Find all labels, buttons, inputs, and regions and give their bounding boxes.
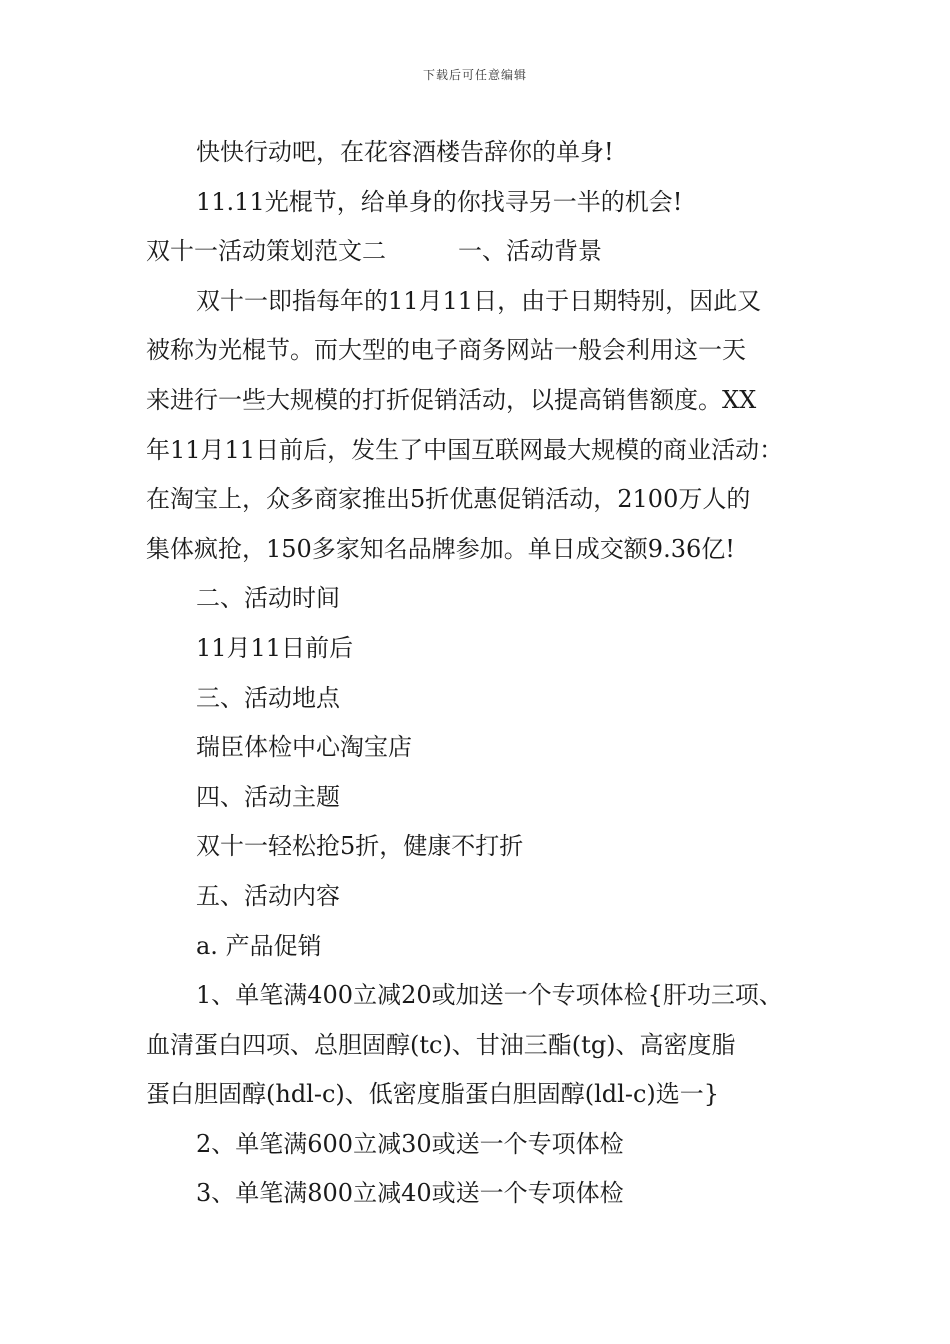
section-heading-time: 二、活动时间 bbox=[196, 584, 340, 613]
list-item: 1、单笔满400立减20或加送一个专项体检{肝功三项、 bbox=[196, 981, 783, 1010]
paragraph-line: 在淘宝上，众多商家推出5折优惠促销活动，2100万人的 bbox=[146, 485, 751, 514]
section-heading-theme: 四、活动主题 bbox=[196, 782, 340, 811]
paragraph-line: 11月11日前后 bbox=[196, 633, 354, 662]
paragraph-line: 集体疯抢，150多家知名品牌参加。单日成交额9.36亿! bbox=[146, 534, 735, 563]
section-heading-location: 三、活动地点 bbox=[196, 683, 340, 712]
list-item-continuation: 血清蛋白四项、总胆固醇(tc)、甘油三酯(tg)、高密度脂 bbox=[146, 1030, 736, 1059]
section-heading-line bbox=[146, 227, 836, 277]
section-heading-background: 一、活动背景 bbox=[458, 237, 602, 266]
list-item-continuation: 蛋白胆固醇(hdl-c)、低密度脂蛋白胆固醇(ldl-c)选一} bbox=[146, 1080, 720, 1109]
paragraph-line: 双十一即指每年的11月11日，由于日期特别，因此又 bbox=[196, 286, 762, 315]
page-header-note: 下载后可任意编辑 bbox=[422, 68, 527, 82]
list-item: 3、单笔满800立减40或送一个专项体检 bbox=[196, 1179, 624, 1208]
paragraph-line: 被称为光棍节。而大型的电子商务网站一般会利用这一天 bbox=[146, 336, 746, 365]
paragraph-line: 双十一轻松抢5折，健康不打折 bbox=[196, 832, 524, 861]
section-heading-content: 五、活动内容 bbox=[196, 881, 340, 910]
paragraph-line: 年11月11日前后，发生了中国互联网最大规模的商业活动： bbox=[146, 435, 784, 464]
paragraph-line: 11.11光棍节，给单身的你找寻另一半的机会! bbox=[196, 187, 683, 216]
paragraph-line: 瑞臣体检中心淘宝店 bbox=[196, 733, 412, 762]
list-item: 2、单笔满600立减30或送一个专项体检 bbox=[196, 1129, 624, 1158]
paragraph-line: 来进行一些大规模的打折促销活动，以提高销售额度。XX bbox=[146, 385, 757, 414]
paragraph-line: 快快行动吧，在花容酒楼告辞你的单身! bbox=[196, 138, 614, 166]
subsection-heading: a. 产品促销 bbox=[196, 931, 322, 960]
article-title: 双十一活动策划范文二 bbox=[146, 237, 386, 266]
document-body bbox=[146, 128, 836, 1219]
